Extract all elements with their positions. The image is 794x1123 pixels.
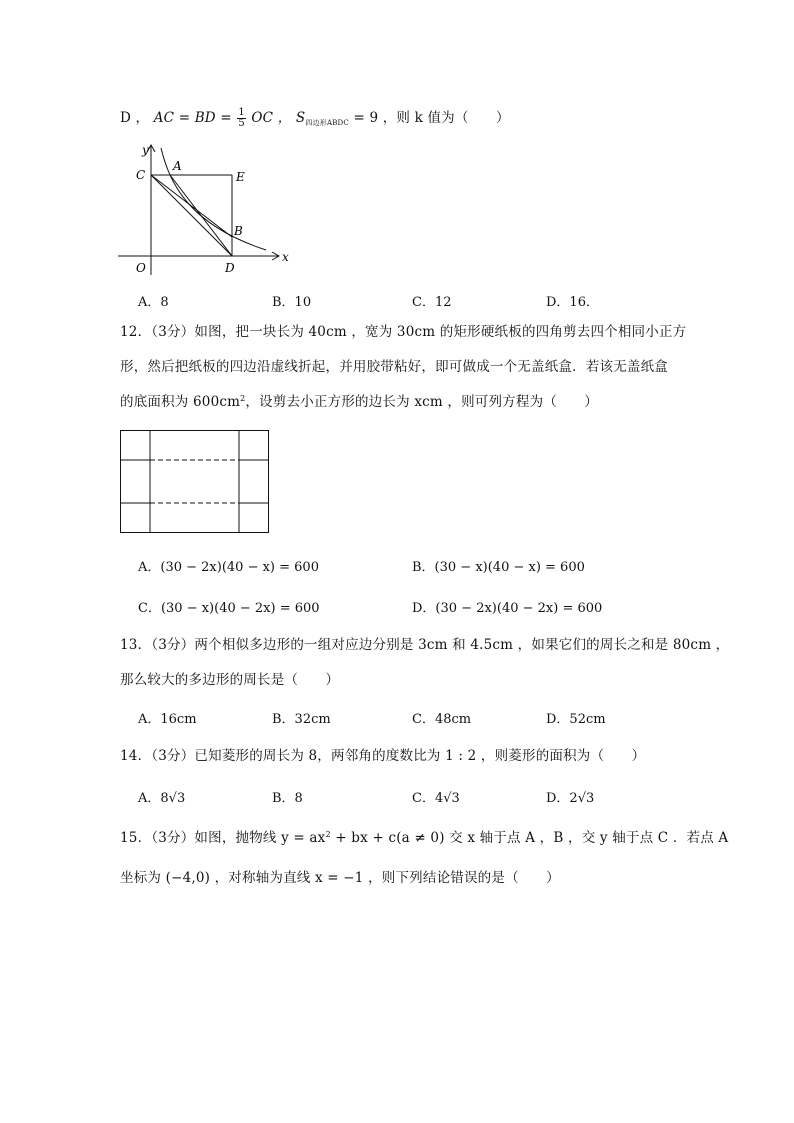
q11-frac-den: 5 bbox=[238, 118, 245, 129]
q11-condition-line bbox=[120, 106, 510, 129]
q13-line-1: 13．（3分）两个相似多边形的一组对应边分别是 3cm 和 4.5cm ，如果它们的周长之和是 80cm ， bbox=[120, 637, 730, 653]
q12-line-3 bbox=[120, 390, 598, 410]
q12-figure bbox=[120, 430, 270, 534]
q15-line-1 bbox=[120, 826, 728, 846]
label-a: A bbox=[173, 159, 182, 173]
q12-option-b[interactable]: B．(30 − x)(40 − x) = 600 bbox=[412, 560, 585, 575]
q11-area-subscript: 四边形ABDC bbox=[305, 119, 349, 127]
q13-line-2: 那么较大的多边形的周长是（ ） bbox=[120, 672, 340, 688]
q14-line-1: 14．（3分）已知菱形的周长为 8，两邻角的度数比为 1 : 2 ，则菱形的面积为（ ） bbox=[120, 748, 646, 764]
q12-line-3-sup: 2 bbox=[240, 394, 246, 403]
label-y: y bbox=[142, 143, 149, 157]
label-d: D bbox=[225, 261, 235, 275]
q14-option-c[interactable]: C．4√3 bbox=[412, 791, 460, 806]
q11-option-d[interactable]: D．16． bbox=[546, 295, 599, 310]
q13-option-a[interactable]: A．16cm bbox=[138, 712, 197, 727]
q15-line-1b: + bx + c(a ≠ 0) 交 x 轴于点 A ，B ，交 y 轴于点 C ．若点 A bbox=[330, 830, 729, 846]
q11-area-symbol: S bbox=[295, 110, 306, 126]
q15-line-1-sup: 2 bbox=[325, 830, 331, 839]
q12-option-d[interactable]: D．(30 − 2x)(40 − 2x) = 600 bbox=[412, 601, 603, 616]
label-e: E bbox=[236, 170, 245, 184]
segment-ad bbox=[170, 175, 232, 256]
q14-option-d[interactable]: D．2√3 bbox=[546, 791, 595, 806]
q13-option-d[interactable]: D．52cm bbox=[546, 712, 606, 727]
q12-line-1: 12．（3分）如图，把一块长为 40cm ，宽为 30cm 的矩形硬纸板的四角剪去四个相同小正方 bbox=[120, 324, 687, 340]
q13-option-c[interactable]: C．48cm bbox=[412, 712, 472, 727]
q12-line-2: 形，然后把纸板的四边沿虚线折起，并用胶带粘好，即可做成一个无盖纸盒．若该无盖纸盒 bbox=[120, 359, 668, 375]
label-x: x bbox=[282, 250, 289, 264]
q12-option-a[interactable]: A．(30 − 2x)(40 − x) = 600 bbox=[138, 560, 319, 575]
q11-frac-num: 1 bbox=[238, 107, 245, 118]
q12-option-c[interactable]: C．(30 − x)(40 − 2x) = 600 bbox=[138, 601, 320, 616]
q12-line-3a: 的底面积为 600cm bbox=[120, 394, 241, 410]
q11-prefix: D ， bbox=[120, 110, 150, 126]
q13-option-b[interactable]: B．32cm bbox=[272, 712, 331, 727]
q15-line-1a: 15．（3分）如图，抛物线 y = ax bbox=[120, 830, 326, 846]
q14-option-a[interactable]: A．8√3 bbox=[138, 791, 186, 806]
q14-option-b[interactable]: B．8 bbox=[272, 791, 303, 806]
q11-option-b[interactable]: B．10 bbox=[272, 295, 312, 310]
cardboard-outline bbox=[121, 431, 269, 533]
segment-cd bbox=[151, 175, 232, 256]
q11-option-c[interactable]: C．12 bbox=[412, 295, 452, 310]
q12-line-3b: ，设剪去小正方形的边长为 xcm ，则可列方程为（ ） bbox=[245, 394, 599, 410]
q11-figure bbox=[118, 140, 293, 275]
q11-eq-lhs: AC = BD = bbox=[153, 110, 232, 126]
q11-option-a[interactable]: A．8 bbox=[138, 295, 169, 310]
q11-fraction bbox=[237, 108, 246, 129]
segment-cb bbox=[151, 175, 232, 237]
q11-eq-rhs: OC ， bbox=[251, 110, 292, 126]
q15-line-2: 坐标为 (−4,0) ，对称轴为直线 x = −1 ，则下列结论错误的是（ ） bbox=[120, 870, 560, 886]
label-b: B bbox=[234, 224, 243, 238]
label-c: C bbox=[136, 168, 146, 182]
label-o: O bbox=[136, 261, 146, 275]
q11-area-value: = 9 ，则 k 值为（ ） bbox=[353, 110, 510, 126]
